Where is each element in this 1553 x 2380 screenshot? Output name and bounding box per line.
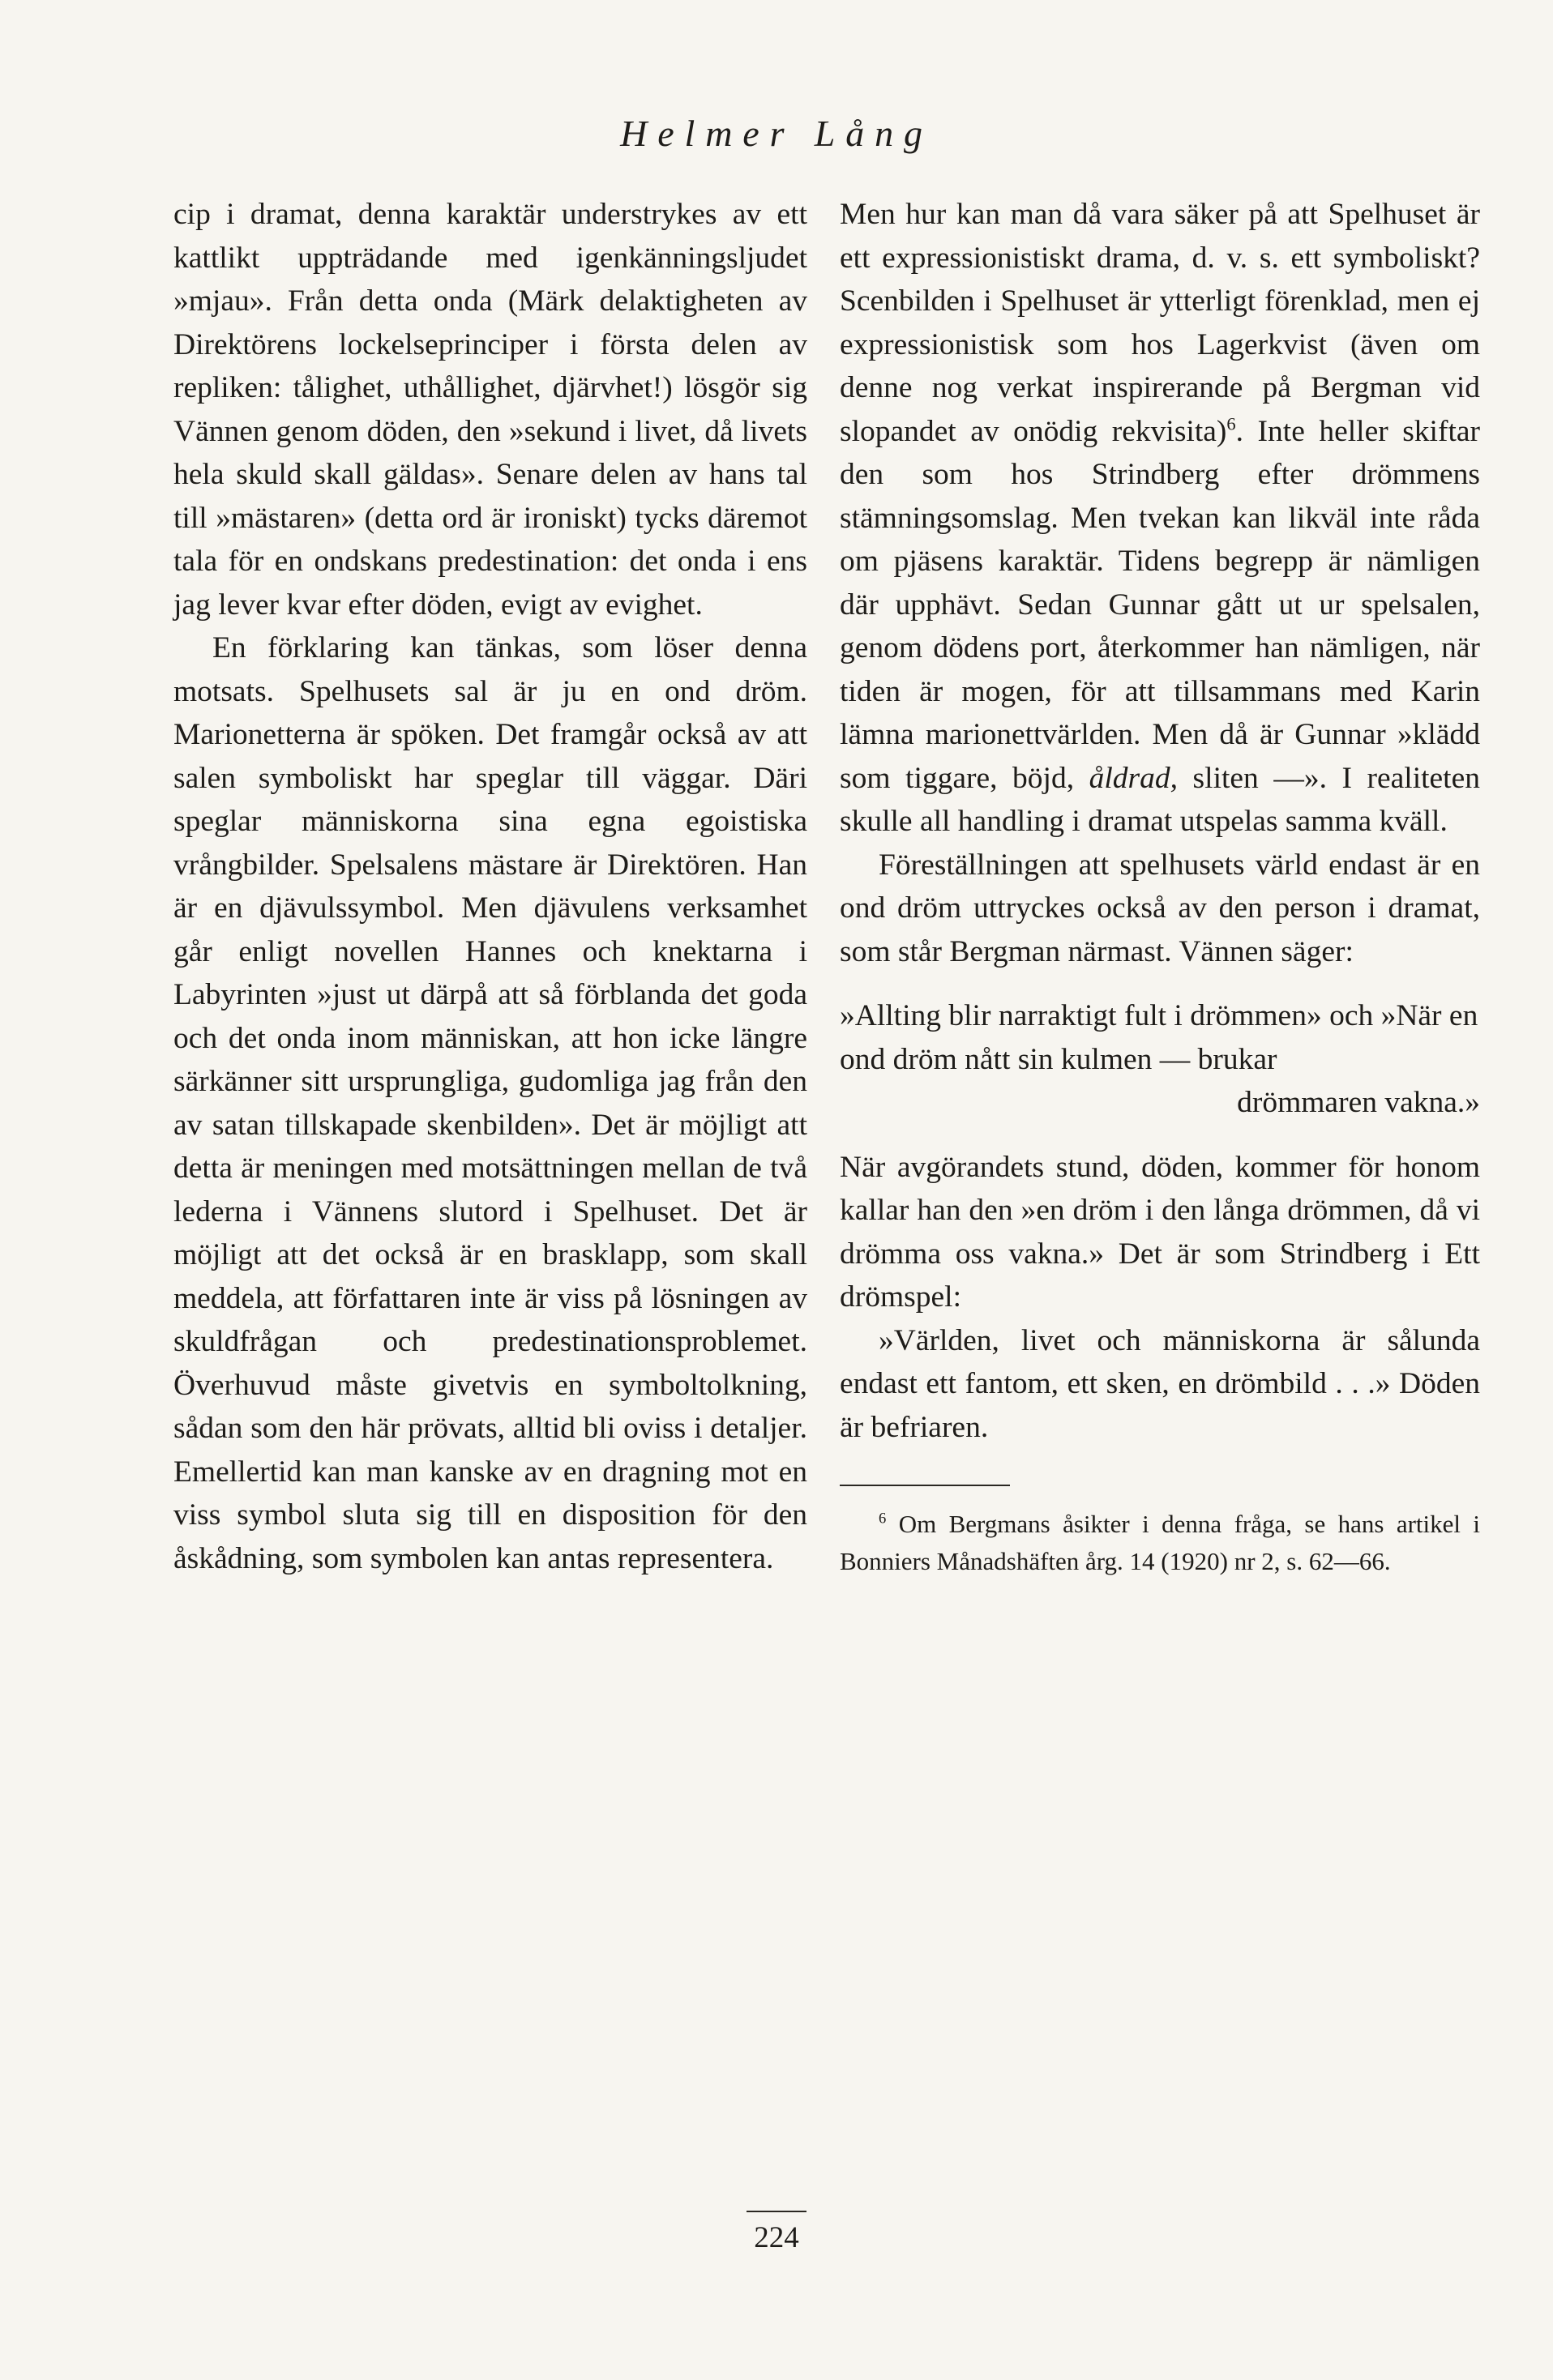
page-number: 224 (754, 2221, 799, 2254)
paragraph: En förklaring kan tänkas, som löser denna motsats. Spelhusets sal är ju en ond dröm. Marionetterna är spöken. Det framgår också av att salen symboliskt har speglar till väggar. Däri speglar människorna sina egna egoistiska vrångbilder. Spelsalens mästare är Direktören. Han är en djävulssymbol. Men djävulens verksamhet går enligt novellen Hannes och knektarna i Labyrinten »just ut därpå att så förblanda det goda och det onda inom människan, att hon icke längre särkänner sitt ursprungliga, gudomliga jag från den av satan tillskapade skenbilden». Det är möjligt att detta är meningen med motsättningen mellan de två lederna i Vännens slutord i Spelhuset. Det är möjligt att det också är en brasklapp, som skall meddela, att författaren inte är viss på lösningen av skuldfrågan och predestinationsproblemet. Överhuvud måste givetvis en symboltolkning, sådan som den här prövats, alltid bli oviss i detaljer. Emellertid kan man kanske av en dragning mot en viss symbol sluta sig till en disposition för den åskådning, som symbolen kan antas representera. (173, 631, 807, 1575)
paragraph: Men hur kan man då vara säker på att Spelhuset är ett expressionistiskt drama, d. v. s. ett symboliskt? Scenbilden i Spelhuset är ytterligt förenklad, men ej expressionistisk som hos Lagerkvist (även om denne nog verkat inspirerande på Bergman vid slopandet av onödig rekvisita)$^6$. Inte heller skiftar den som hos Strindberg efter drömmens stämningsomslag. Men tvekan kan likväl inte råda om pjäsens karaktär. Tidens begrepp är nämligen där upphävt. Sedan Gunnar gått ut ur spelsalen, genom dödens port, återkommer han nämligen, när tiden är mogen, för att tillsammans med Karin lämna marionettvärlden. Men då är Gunnar »klädd som tiggare, böjd, åldrad, sliten —». I realiteten skulle all handling i dramat utspelas samma kväll. (840, 198, 1480, 838)
running-head: Helmer Lång (620, 113, 933, 154)
footnote-reference: 6 (1226, 413, 1236, 434)
block-quote: »Allting blir narraktigt fult i drömmen» och »När en ond dröm nått sin kulmen — brukar drömmaren vakna.» (840, 999, 1480, 1119)
paragraph: När avgörandets stund, döden, kommer för honom kallar han den »en dröm i den långa drömmen, då vi drömma oss vakna.» Det är som Strindberg i Ett drömspel: (840, 1150, 1480, 1314)
footnote-marker: 6 (879, 1510, 887, 1528)
paragraph: »Världen, livet och människorna är sålunda endast ett fantom, ett sken, en drömbild . . .» Döden är befriaren. (840, 1323, 1480, 1444)
left-column (173, 193, 807, 1580)
page-number-rule (747, 2211, 806, 2212)
paragraph: Föreställningen att spelhusets värld endast är en ond dröm uttryckes också av den person i dramat, som står Bergman närmast. Vännen säger: (840, 848, 1480, 968)
paragraph: cip i dramat, denna karaktär understrykes av ett kattlikt uppträdande med igenkänningsljudet »mjau». Från detta onda (Märk delaktigheten av Direktörens lockelseprinciper i första delen av repliken: tålighet, uthållighet, djärvhet!) lösgör sig Vännen genom döden, den »sekund i livet, då livets hela skuld skall gäldas». Senare delen av hans tal till »mästaren» (detta ord är ironiskt) tycks däremot tala för en ondskans predestination: det onda i ens jag lever kvar efter döden, evigt av evighet. (173, 198, 807, 622)
right-column (840, 193, 1480, 1580)
footnote-divider (840, 1485, 1010, 1486)
footnote: $^6$ Om Bergmans åsikter i denna fråga, se hans artikel i Bonniers Månadshäften årg. 14 (1920) nr 2, s. 62—66. (840, 1510, 1480, 1575)
